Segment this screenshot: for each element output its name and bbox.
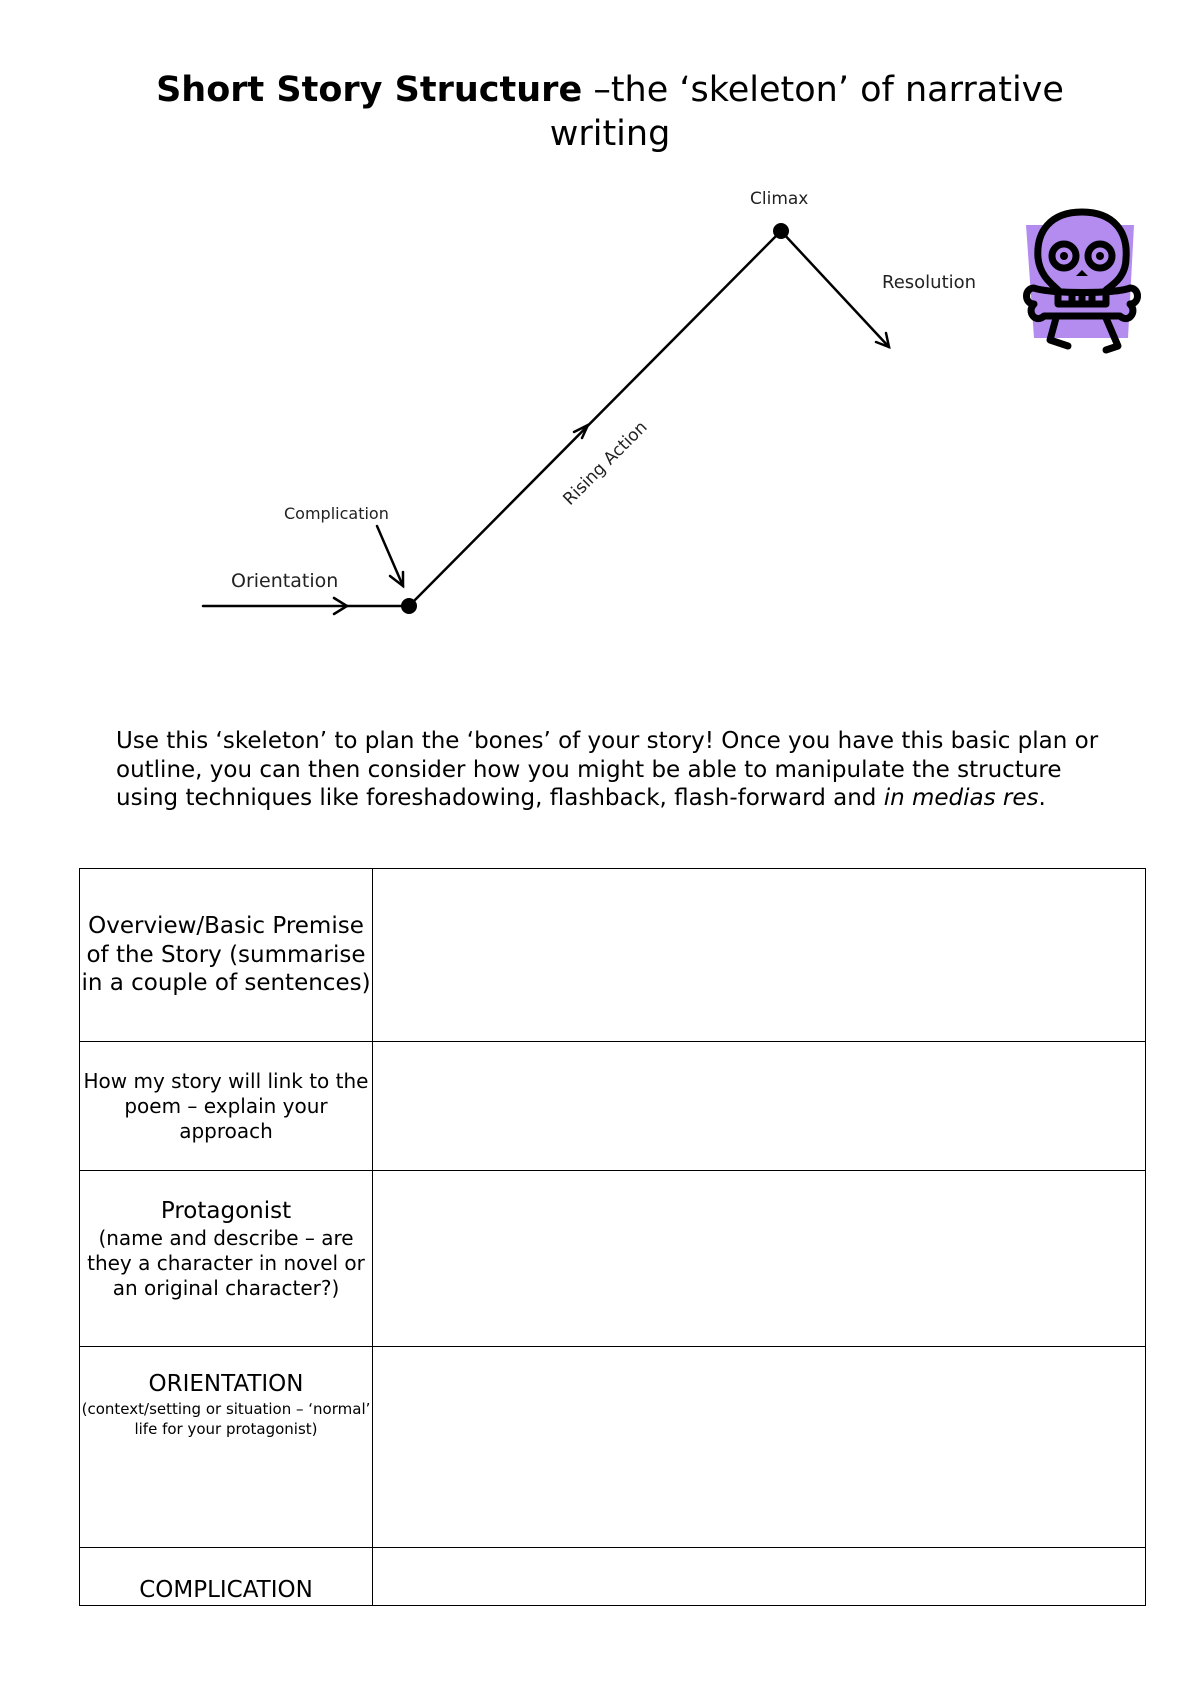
row-title: How my story will link to the poem – explain your approach — [83, 1068, 369, 1143]
table-row — [80, 1548, 1146, 1606]
label-climax: Climax — [750, 189, 809, 209]
row-label-overview — [80, 869, 373, 1042]
climax-point — [773, 223, 789, 239]
title-rest: –the ‘skeleton’ of narrative writing — [549, 70, 1064, 154]
answer-cell-orientation[interactable] — [373, 1347, 1146, 1548]
row-note: (name and describe – are they a character in novel or an original character?) — [87, 1225, 365, 1300]
answer-cell-protagonist[interactable] — [373, 1171, 1146, 1347]
row-title: Protagonist — [160, 1198, 292, 1224]
intro-end: . — [1038, 785, 1046, 811]
label-rising-action: Rising Action — [559, 417, 652, 510]
title-bold: Short Story Structure — [156, 70, 583, 110]
intro-text: Use this ‘skeleton’ to plan the ‘bones’ of your story! Once you have this basic plan or outline, you can then consider how you might be able to manipulate the structure using techniques like foreshadowing, flashback, flash-forward and — [116, 728, 1099, 811]
intro-paragraph — [116, 727, 1106, 813]
row-title: COMPLICATION — [139, 1577, 313, 1603]
row-label-complication — [80, 1548, 373, 1606]
row-label-protagonist — [80, 1171, 373, 1347]
complication-point — [401, 598, 417, 614]
row-label-orientation — [80, 1347, 373, 1548]
answer-cell-complication[interactable] — [373, 1548, 1146, 1606]
table-row — [80, 1171, 1146, 1347]
row-label-poem-link — [80, 1042, 373, 1171]
page-title — [100, 68, 1120, 156]
table-row — [80, 1347, 1146, 1548]
row-title: ORIENTATION — [148, 1371, 304, 1397]
label-orientation: Orientation — [231, 570, 339, 592]
rising-action-line — [409, 231, 781, 606]
planning-table — [79, 868, 1146, 1606]
answer-cell-overview[interactable] — [373, 869, 1146, 1042]
skull-crossbones-icon — [1020, 200, 1145, 360]
row-note: (context/setting or situation – ‘normal’ life for your protagonist) — [81, 1399, 371, 1438]
label-resolution: Resolution — [882, 272, 977, 293]
table-row — [80, 869, 1146, 1042]
label-complication: Complication — [284, 504, 389, 523]
resolution-line — [781, 231, 889, 347]
answer-cell-poem-link[interactable] — [373, 1042, 1146, 1171]
table-row — [80, 1042, 1146, 1171]
intro-italic: in medias res — [883, 785, 1039, 811]
row-title: Overview/Basic Premise of the Story (summarise in a couple of sentences) — [81, 913, 371, 997]
